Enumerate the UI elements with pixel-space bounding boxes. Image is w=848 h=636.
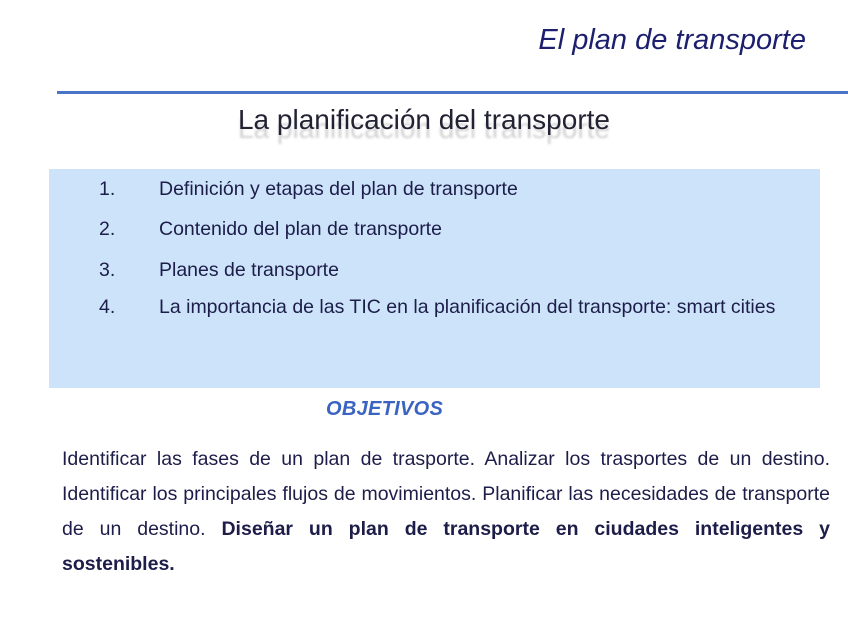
slide-header-title: El plan de transporte bbox=[538, 24, 806, 56]
topics-box bbox=[49, 169, 820, 388]
objectives-text: Identificar las fases de un plan de trasporte. Analizar los trasportes de un destino. Identificar los principales flujos de movimientos. Planificar las necesidades de transporte de un destino. bbox=[62, 448, 830, 540]
topic-text: Contenido del plan de transporte bbox=[159, 218, 442, 240]
topic-text: La importancia de las TIC en la planificación del transporte: smart cities bbox=[159, 296, 776, 318]
objectives-text-bold: Diseñar un plan de transporte en ciudades inteligentes y sostenibles. bbox=[62, 518, 830, 575]
topic-text: Planes de transporte bbox=[159, 259, 339, 281]
objectives-paragraph bbox=[62, 442, 830, 582]
header-divider bbox=[57, 91, 848, 94]
objectives-title: OBJETIVOS bbox=[326, 398, 444, 420]
topic-number: 2. bbox=[99, 218, 116, 240]
section-title: La planificación del transporte bbox=[237, 104, 610, 135]
topic-number: 1. bbox=[99, 178, 116, 200]
topic-number: 3. bbox=[99, 259, 116, 281]
topic-number: 4. bbox=[99, 296, 116, 318]
topic-text: Definición y etapas del plan de transporte bbox=[159, 178, 518, 200]
